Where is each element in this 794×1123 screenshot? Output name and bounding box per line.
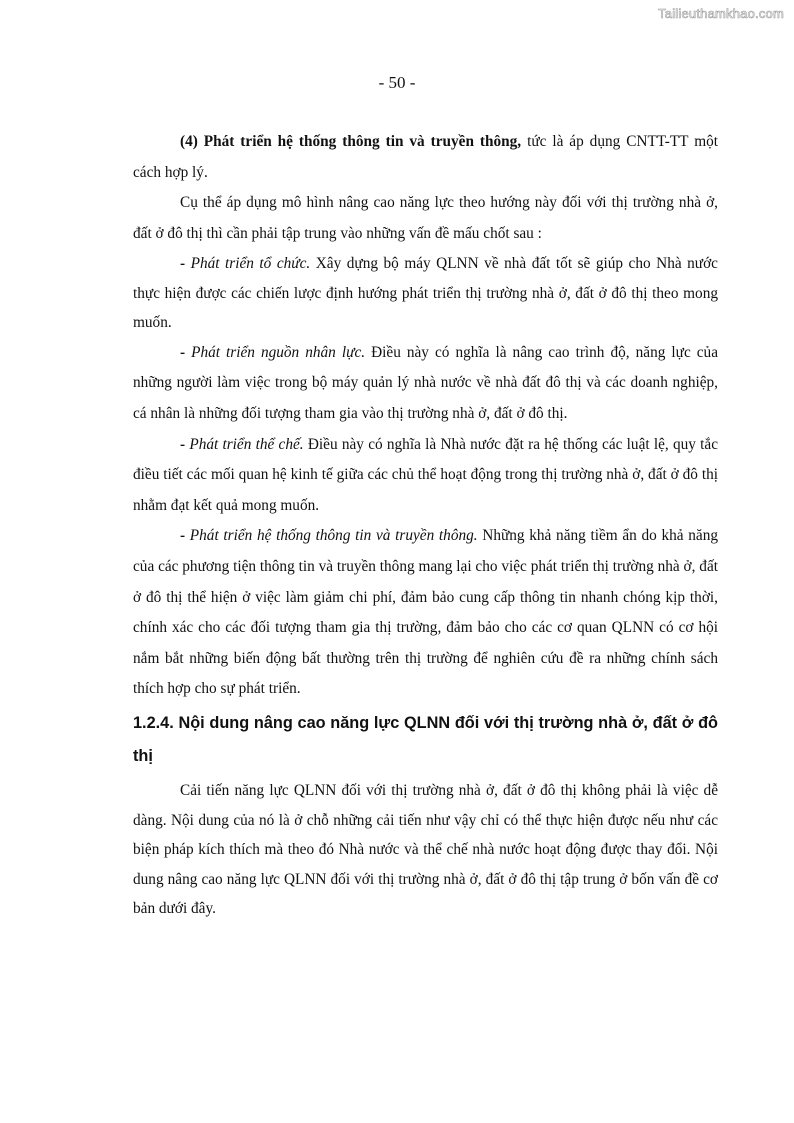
page-number: - 50 - [378,73,416,92]
bullet-text: Xây dựng bộ máy QLNN về nhà đất tốt sẽ giúp cho Nhà nước thực hiện được các chiến lược định hướng phát triển thị trường nhà ở, đất ở đô thị theo mong muốn. [133,255,718,332]
paragraph-context: Cụ thể áp dụng mô hình nâng cao năng lực theo hướng này đối với thị trường nhà ở, đất ở đô thị thì cần phải tập trung vào những vấn đề mấu chốt sau : [133,194,718,242]
bullet-dash: - [180,527,190,545]
bullet-dash: - [180,435,190,453]
bullet-dash: - [180,255,191,273]
list-item [133,249,718,338]
paragraph-text: tức là áp dụng CNTT-TT một cách hợp lý. [133,133,718,181]
list-item [133,521,718,705]
watermark: Tailieuthamkhao.com [658,6,784,21]
section-heading: 1.2.4. Nội dung nâng cao năng lực QLNN đối với thị trường nhà ở, đất ở đô thị [133,714,718,765]
paragraph-heading: (4) Phát triển hệ thống thông tin và truyền thông, [180,133,522,150]
paragraph-intro [133,127,718,188]
bullet-dash: - [180,343,192,361]
bullet-lead: Phát triển hệ thống thông tin và truyền thông. [189,527,478,545]
bullet-lead: Phát triển nguồn nhân lực. [191,343,366,361]
bullet-text: Điều này có nghĩa là nâng cao trình độ, năng lực của những người làm việc trong bộ máy quản lý nhà nước về nhà đất đô thị và các doanh nghiệp, cá nhân là những đối tượng tham gia vào thị trường nhà ở, đất ở đô thị. [133,343,718,423]
bullet-text: Điều này có nghĩa là Nhà nước đặt ra hệ thống các luật lệ, quy tắc điều tiết các mối quan hệ kinh tế giữa các chủ thể hoạt động trong thị trường nhà ở, đất ở đô thị nhằm đạt kết quả mong muốn. [133,435,718,514]
document-body [133,127,718,924]
list-item [133,338,718,430]
section-paragraph: Cải tiến năng lực QLNN đối với thị trường nhà ở, đất ở đô thị không phải là việc dễ dàng. Nội dung của nó là ở chỗ những cải tiến như vậy chỉ có thể thực hiện được nếu như các biện pháp kích thích mà theo đó Nhà nước và thể chế nhà nước hoạt động được thay đổi. Nội dung nâng cao năng lực QLNN đối với thị trường nhà ở, đất ở đô thị tập trung ở bốn vấn đề cơ bản dưới đây. [133,782,718,918]
bullet-lead: Phát triển tổ chức. [190,255,311,273]
list-item [133,430,718,522]
bullet-lead: Phát triển thể chế. [189,435,304,453]
bullet-text: Những khả năng tiềm ẩn do khả năng của các phương tiện thông tin và truyền thông mang lại cho việc phát triển thị trường nhà ở, đất ở đô thị thể hiện ở việc làm giảm chi phí, đảm bảo cung cấp thông tin nhanh chóng kịp thời, chính xác cho các đối tượng tham gia thị trường, đảm bảo cho các cơ quan QLNN có cơ hội nắm bắt những biến động bất thường trên thị trường để nghiên cứu đề ra những chính sách thích hợp cho sự phát triển. [133,527,718,698]
